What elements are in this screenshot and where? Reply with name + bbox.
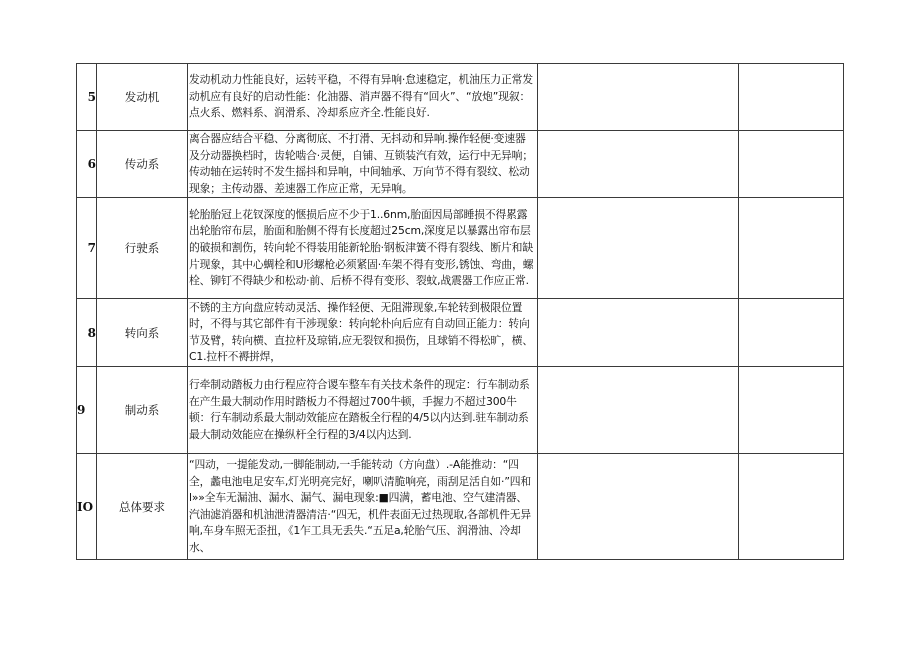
- item-description: 行牵制动踏板力由行程应符合谡车整车有关技术条件的现定：行车制动系在产生最大制动作用时踏板力不得超过700牛顿，手握力不超过300牛顿：行车制动系最大制动效能应在踏板全行程的4/5以内达到.驻车制动系最大制动效能应在操纵杆全行程的3/4以内达到.: [188, 367, 538, 454]
- table-row: [77, 198, 844, 299]
- row-number-cell: [77, 454, 97, 560]
- item-name-cell: [97, 299, 188, 367]
- blank-cell: [538, 367, 739, 454]
- item-name-cell: [97, 454, 188, 560]
- item-name-cell: [97, 131, 188, 198]
- table-row: [77, 64, 844, 131]
- table-row: [77, 131, 844, 198]
- row-number: 6: [87, 157, 96, 172]
- item-name: 总体要求: [119, 499, 165, 514]
- row-number-cell: [77, 64, 97, 131]
- blank-cell: [739, 367, 844, 454]
- table-row: [77, 454, 844, 560]
- item-name: 发动机: [124, 90, 160, 104]
- item-description: 轮胎胎冠上花钗深度的惬损后应不少于1..6nm,胎面因局部睡损不得累露出轮胎帘布层，胎面和胎侧不得有长度超过25cm,深度足以暴露出帘布层的破损和割伤，转向轮不得装用能新轮胎·钢板津簧不得有裂线、断片和缺片现象，其中心蜩栓和U形螺枪必须紧固·车架不得有变形,锈蚀、弯曲，螺栓、铆钉不得缺少和松动·前、后桥不得有变形、裂蚊,战震器工作应正常.: [188, 198, 538, 299]
- blank-cell: [739, 64, 844, 131]
- inspection-table: [76, 63, 844, 560]
- blank-cell: [538, 299, 739, 367]
- item-description: 发动机动力性能良好，运转平稳，不得有异响·怠速稳定，机油压力正常发动机应有良好的启动性能：化油器、消声器不得有“回火”、“放炮”现叙：点火系、燃料系、润滑系、冷却系应齐全.性能良好.: [188, 64, 538, 131]
- row-number-cell: [77, 367, 97, 454]
- row-number-cell: [77, 131, 97, 198]
- blank-cell: [538, 131, 739, 198]
- blank-cell: [538, 64, 739, 131]
- item-name-cell: [97, 367, 188, 454]
- table-row: [77, 299, 844, 367]
- row-number: 5: [87, 90, 96, 104]
- item-name: 转向系: [124, 325, 160, 340]
- row-number: IO: [77, 499, 94, 514]
- item-name: 行驶系: [124, 241, 160, 256]
- blank-cell: [538, 454, 739, 560]
- item-name-cell: [97, 64, 188, 131]
- row-number: 8: [87, 325, 96, 340]
- row-number: 7: [87, 241, 96, 256]
- row-number-cell: [77, 198, 97, 299]
- blank-cell: [739, 131, 844, 198]
- item-description: 离合器应结合平稳、分离彻底、不打滑、无抖动和异响.操作轻便·变速器及分动器换档时，齿轮啮合·灵便，自铺、互锁装汽有效，运行中无异响；传动轴在运转时不发生摇抖和异响，中间轴承、万向节不得有裂纹、松动现象；主传动器、差速器工作应正常，无异响。: [188, 131, 538, 198]
- blank-cell: [739, 198, 844, 299]
- row-number: 9: [77, 403, 86, 418]
- item-description: 不锈的主方向盘应转动灵活、操作轻便、无阻滞现象,车轮转到极限位置时，不得与其它部件有干涉现象：转向轮朴向后应有自动回正能力：转向节及臂，转向横、直拉杆及琼销,应无裂钗和损伤，且球销不得松旷，横、C1.拉杆不褥拼焊，: [188, 299, 538, 367]
- item-description: “四动，一提能发动,一脚能制动,一手能转动（方向盘）.-A能推动：“四全，蠡电池电足安车,灯光明亮完好，喇叭清脆响亮，雨刮足活自如·”四和l»»全车无漏油、漏水、漏气、漏电现象:■四满，蓄电池、空气建清器、汽油滤消器和机油泄清器清洁·“四无，机件表面无过热现取,各部机件无异响,车身车照无歪扭，《1乍工具无丢失.“五足a,轮胎气压、润滑油、冷却水、: [188, 454, 538, 560]
- blank-cell: [739, 454, 844, 560]
- row-number-cell: [77, 299, 97, 367]
- table-row: [77, 367, 844, 454]
- item-name-cell: [97, 198, 188, 299]
- item-name: 传动系: [124, 157, 160, 172]
- item-name: 制动系: [124, 403, 160, 418]
- blank-cell: [538, 198, 739, 299]
- blank-cell: [739, 299, 844, 367]
